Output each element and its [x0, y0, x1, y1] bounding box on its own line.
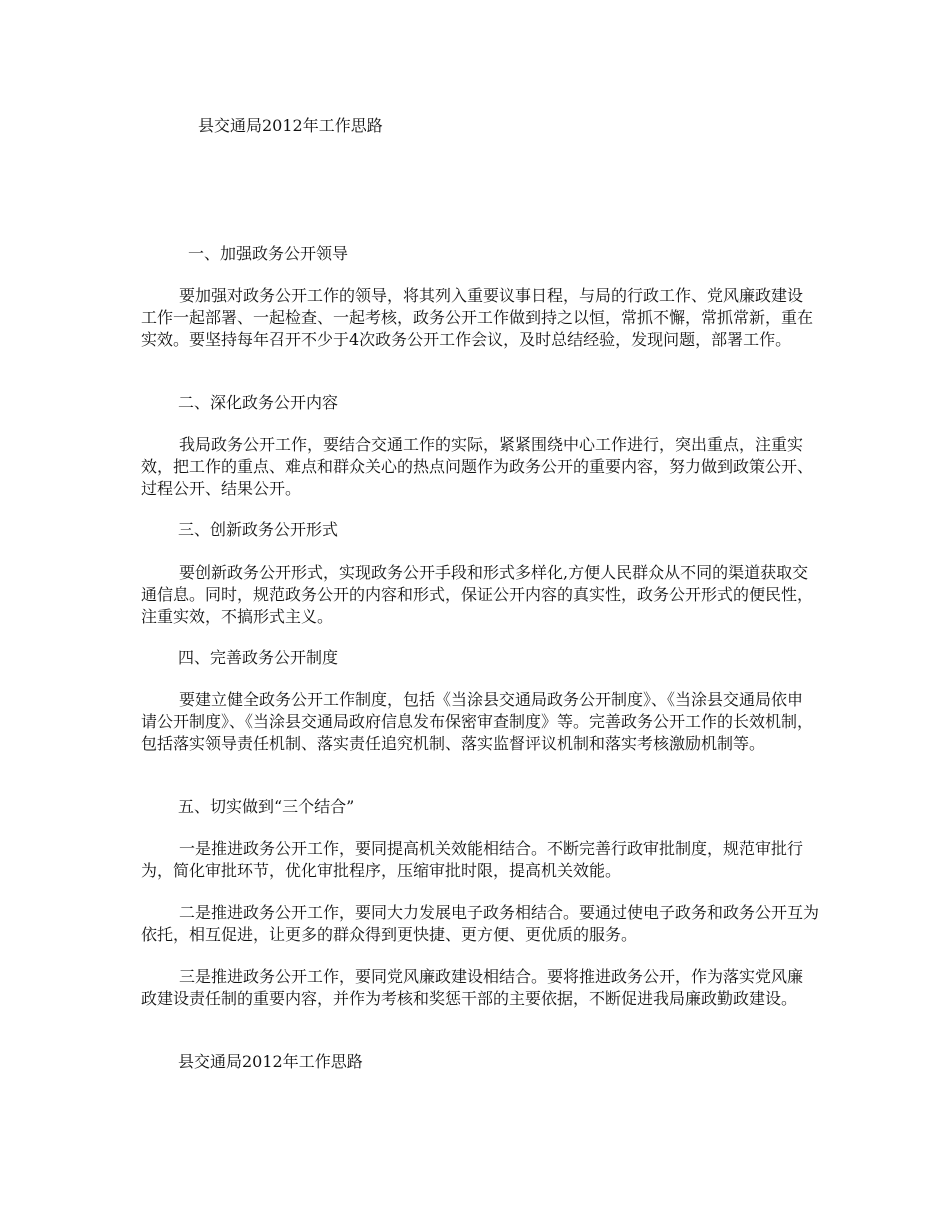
section-heading-1: 一、加强政务公开领导 [188, 244, 349, 263]
section-paragraph-5-2: 二是推进政务公开工作，要同大力发展电子政务相结合。要通过使电子政务和政务公开互为依托，相互促进，让更多的群众得到更快捷、更方便、更优质的服务。 [141, 903, 820, 944]
section-paragraph-1: 要加强对政务公开工作的领导，将其列入重要议事日程，与局的行政工作、党风廉政建设工作一起部署、一起检查、一起考核，政务公开工作做到持之以恒，常抓不懈，常抓常新，重在实效。要坚持每年召开不少于4次政务公开工作会议，及时总结经验，发现问题，部署工作。 [141, 286, 814, 349]
section-heading-3: 三、创新政务公开形式 [178, 520, 339, 539]
section-heading-5: 五、切实做到“三个结合” [178, 797, 355, 816]
section-paragraph-5-3: 三是推进政务公开工作，要同党风廉政建设相结合。要将推进政务公开，作为落实党风廉政建设责任制的重要内容，并作为考核和奖惩干部的主要依据，不断促进我局廉政勤政建设。 [141, 967, 804, 1008]
section-heading-2: 二、深化政务公开内容 [178, 393, 339, 412]
section-heading-4: 四、完善政务公开制度 [178, 648, 339, 667]
section-paragraph-4: 要建立健全政务公开工作制度，包括《当涂县交通局政务公开制度》、《当涂县交通局依申请公开制度》、《当涂县交通局政府信息发布保密审查制度》等。完善政务公开工作的长效机制，包括落实领导责任机制、落实责任追究机制、落实监督评议机制和落实考核激励机制等。 [141, 690, 814, 753]
document-title: 县交通局2012年工作思路 [198, 116, 383, 135]
document-footer-title: 县交通局2012年工作思路 [178, 1052, 363, 1071]
section-paragraph-3: 要创新政务公开形式，实现政务公开手段和形式多样化,方便人民群众从不同的渠道获取交通信息。同时，规范政务公开的内容和形式，保证公开内容的真实性，政务公开形式的便民性，注重实效，不搞形式主义。 [141, 563, 814, 626]
section-paragraph-2: 我局政务公开工作，要结合交通工作的实际，紧紧围绕中心工作进行，突出重点，注重实效，把工作的重点、难点和群众关心的热点问题作为政务公开的重要内容，努力做到政策公开、过程公开、结果公开。 [141, 435, 814, 498]
section-paragraph-5-1: 一是推进政务公开工作，要同提高机关效能相结合。不断完善行政审批制度，规范审批行为，简化审批环节，优化审批程序，压缩审批时限，提高机关效能。 [141, 839, 804, 880]
